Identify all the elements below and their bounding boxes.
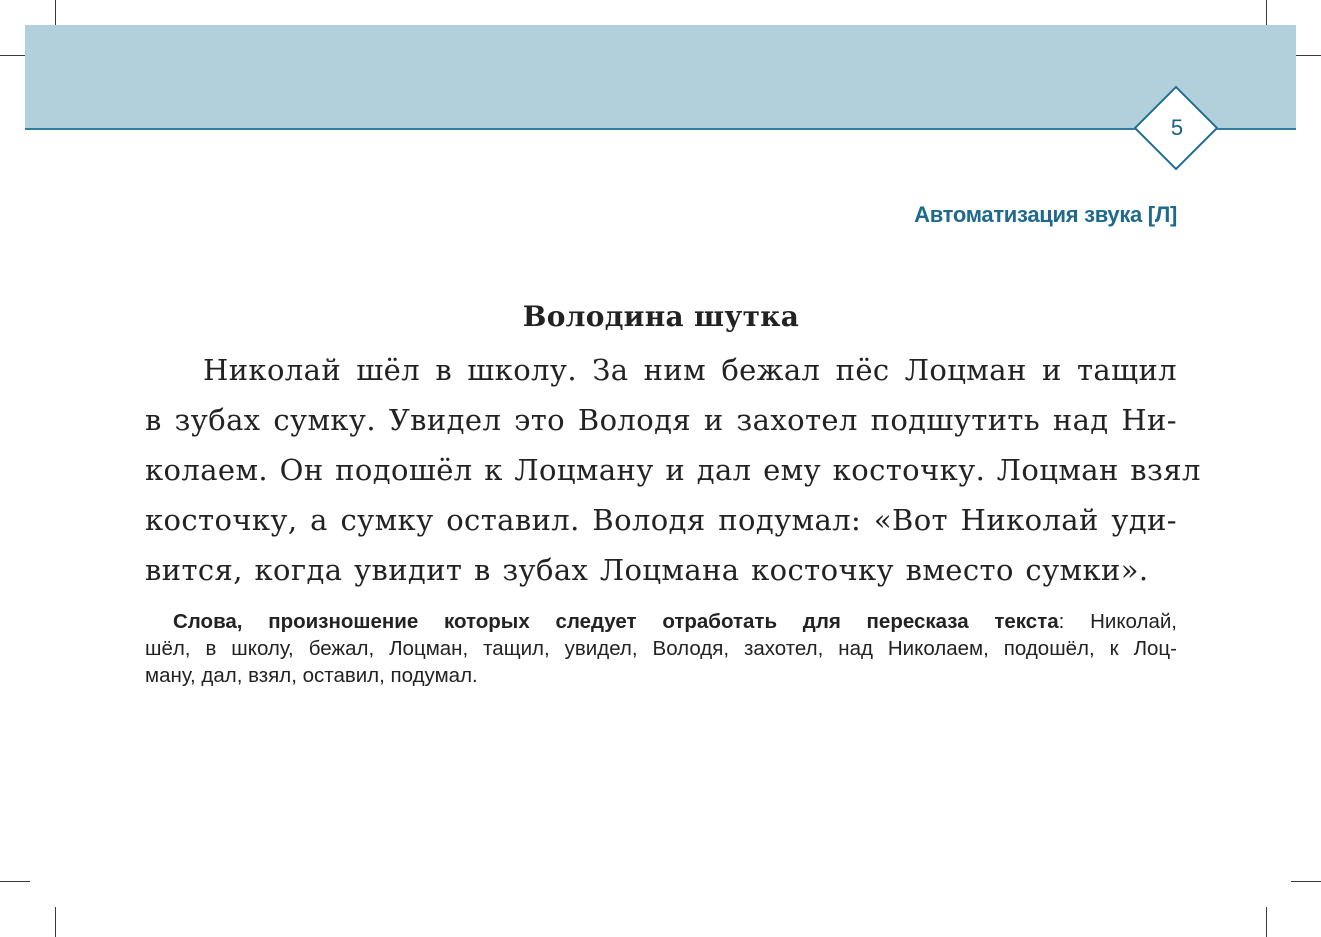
crop-mark-left-bottom — [0, 881, 30, 882]
story-line: колаем. Он подошёл к Лоцману и дал ему косточку. Лоцман взял — [145, 453, 1201, 487]
story-line: Николай шёл в школу. За ним бежал пёс Лоцман и тащил — [203, 353, 1177, 387]
page-number: 5 — [1170, 115, 1184, 140]
pronunciation-note — [145, 608, 1177, 689]
story-line: в зубах сумку. Увидел это Володя и захотел подшутить над Ни- — [145, 403, 1177, 437]
header-band — [25, 25, 1296, 129]
note-line: ману, дал, взял, оставил, подумал. — [145, 664, 478, 687]
story-body — [145, 345, 1201, 595]
story-line: косточку, а сумку оставил. Володя подумал: «Вот Николай уди- — [145, 503, 1177, 537]
note-line: шёл, в школу, бежал, Лоцман, тащил, увидел, Володя, захотел, над Николаем, подошёл, к Лоц- — [145, 637, 1177, 660]
crop-mark-right-bottom — [1291, 881, 1321, 882]
story-title: Володина шутка — [522, 300, 800, 333]
crop-mark-bottom-right — [1266, 907, 1267, 937]
note-bold-lead: Слова, произношение которых следует отработать для пересказа текста — [173, 610, 1059, 633]
story-line: вится, когда увидит в зубах Лоцмана косточку вместо сумки». — [145, 553, 1149, 587]
note-line — [145, 608, 1177, 635]
crop-mark-bottom-left — [55, 907, 56, 937]
section-title: Автоматизация звука [Л] — [914, 202, 1177, 227]
header-rule — [25, 128, 1296, 130]
note-line1-rest: : Николай, — [1058, 610, 1177, 633]
